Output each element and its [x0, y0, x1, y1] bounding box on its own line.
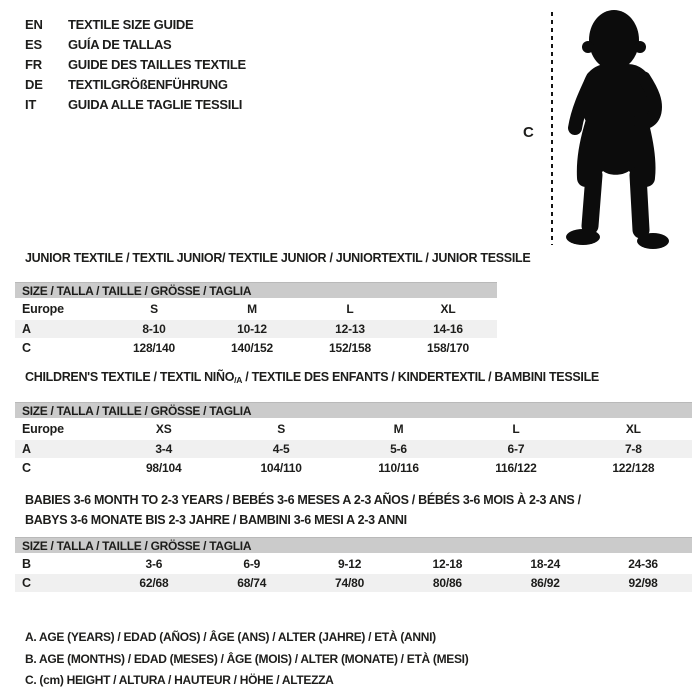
size-column-header: L: [512, 422, 520, 436]
region-label: Europe: [22, 422, 64, 436]
size-value-cell: 128/140: [133, 341, 175, 355]
size-value-cell: 122/128: [612, 461, 655, 475]
size-value-cell: 8-10: [142, 322, 166, 336]
size-table-row: [15, 555, 692, 573]
language-label: TEXTILGRÖßENFÜHRUNG: [68, 76, 228, 92]
row-measure-label: B: [22, 557, 31, 571]
section-title: JUNIOR TEXTILE / TEXTIL JUNIOR/ TEXTILE JUNIOR / JUNIORTEXTIL / JUNIOR TESSILE: [25, 251, 531, 265]
row-measure-label: C: [22, 461, 31, 475]
legend-line-b: B. AGE (MONTHS) / EDAD (MESES) / ÂGE (MOIS) / ALTER (MONATE) / ETÀ (MESI): [25, 651, 469, 666]
size-table-row: [15, 459, 692, 477]
row-measure-label: A: [22, 322, 31, 336]
size-header-bar: SIZE / TALLA / TAILLE / GRÖSSE / TAGLIA: [15, 282, 497, 298]
size-value-cell: 62/68: [139, 576, 169, 590]
size-value-cell: 3-4: [155, 442, 173, 456]
table-body: [15, 420, 692, 477]
size-table-row: [15, 440, 692, 458]
table-body: [15, 555, 692, 592]
size-column-header: S: [277, 422, 286, 436]
size-value-cell: 152/158: [329, 341, 371, 355]
size-header-bar: SIZE / TALLA / TAILLE / GRÖSSE / TAGLIA: [15, 537, 692, 553]
size-value-cell: 10-12: [237, 322, 267, 336]
title-line: BABIES 3-6 MONTH TO 2-3 YEARS / BEBÉS 3-6 MESES A 2-3 AÑOS / BÉBÉS 3-6 MOIS À 2-3 ANS /: [25, 493, 581, 507]
size-value-cell: 24-36: [628, 557, 658, 571]
size-column-header: M: [247, 302, 257, 316]
region-label: Europe: [22, 302, 64, 316]
size-value-cell: 140/152: [231, 341, 273, 355]
section-title: [0, 490, 700, 530]
size-column-header: L: [346, 302, 354, 316]
table-body: [15, 300, 497, 357]
size-value-cell: 6-9: [243, 557, 261, 571]
toddler-silhouette-icon: [545, 0, 695, 250]
title-text: / TEXTILE DES ENFANTS / KINDERTEXTIL / BAMBINI TESSILE: [242, 370, 599, 384]
language-code: FR: [25, 56, 42, 72]
size-value-cell: 5-6: [390, 442, 407, 456]
title-text: CHILDREN'S TEXTILE / TEXTIL NIÑO: [25, 370, 235, 384]
babies-size-table: [15, 537, 692, 592]
size-value-cell: 74/80: [335, 576, 365, 590]
size-value-cell: 12-13: [335, 322, 365, 336]
size-value-cell: 6-7: [507, 442, 525, 456]
section-childrens-textile: [0, 370, 700, 477]
size-value-cell: 98/104: [145, 461, 182, 475]
language-label: GUÍA DE TALLAS: [68, 36, 172, 52]
size-value-cell: 14-16: [433, 322, 463, 336]
column-header-row: [15, 420, 692, 439]
size-value-cell: 18-24: [530, 557, 561, 571]
section-junior-textile: [0, 251, 700, 357]
figure-area: [0, 0, 700, 260]
language-label: TEXTILE SIZE GUIDE: [68, 16, 194, 32]
language-code: EN: [25, 16, 43, 32]
title-subscript: /A: [234, 375, 243, 385]
size-column-header: XL: [625, 422, 641, 436]
size-table-row: [15, 574, 692, 592]
size-value-cell: 104/110: [260, 461, 302, 475]
height-measure-label: C: [523, 124, 534, 141]
size-column-header: XS: [155, 422, 172, 436]
language-code: IT: [25, 96, 37, 112]
size-header-bar: SIZE / TALLA / TAILLE / GRÖSSE / TAGLIA: [15, 402, 692, 418]
measurement-legend: [25, 627, 468, 692]
legend-line-c: C. (cm) HEIGHT / ALTURA / HAUTEUR / HÖHE / ALTEZZA: [25, 673, 334, 687]
size-table-row: [15, 320, 497, 338]
size-column-header: S: [150, 302, 158, 316]
size-value-cell: 110/116: [378, 461, 419, 475]
size-value-cell: 4-5: [272, 442, 290, 456]
size-value-cell: 116/122: [495, 461, 537, 475]
row-measure-label: C: [22, 576, 31, 590]
row-measure-label: C: [22, 341, 31, 355]
size-value-cell: 92/98: [628, 576, 658, 590]
language-label: GUIDA ALLE TAGLIE TESSILI: [68, 96, 243, 112]
column-header-row: [15, 300, 497, 319]
size-value-cell: 7-8: [624, 442, 642, 456]
childrens-size-table: [15, 402, 692, 477]
section-title: [25, 370, 700, 385]
legend-line-a: A. AGE (YEARS) / EDAD (AÑOS) / ÂGE (ANS) / ALTER (JAHRE) / ETÀ (ANNI): [25, 630, 436, 644]
row-measure-label: A: [22, 442, 31, 456]
size-value-cell: 86/92: [530, 576, 560, 590]
size-table-row: [15, 339, 497, 357]
language-code: ES: [25, 36, 42, 52]
language-label: GUIDE DES TAILLES TEXTILE: [68, 56, 246, 72]
size-value-cell: 68/74: [237, 576, 267, 590]
size-column-header: XL: [440, 302, 456, 316]
size-value-cell: 9-12: [337, 557, 362, 571]
section-babies-textile: [0, 490, 700, 592]
size-column-header: M: [393, 422, 404, 436]
size-value-cell: 12-18: [432, 557, 463, 571]
size-value-cell: 3-6: [145, 557, 163, 571]
size-value-cell: 80/86: [432, 576, 462, 590]
language-code: DE: [25, 76, 43, 92]
junior-size-table: [15, 282, 497, 357]
title-line: BABYS 3-6 MONATE BIS 2-3 JAHRE / BAMBINI 3-6 MESI A 2-3 ANNI: [25, 513, 407, 527]
size-value-cell: 158/170: [427, 341, 469, 355]
